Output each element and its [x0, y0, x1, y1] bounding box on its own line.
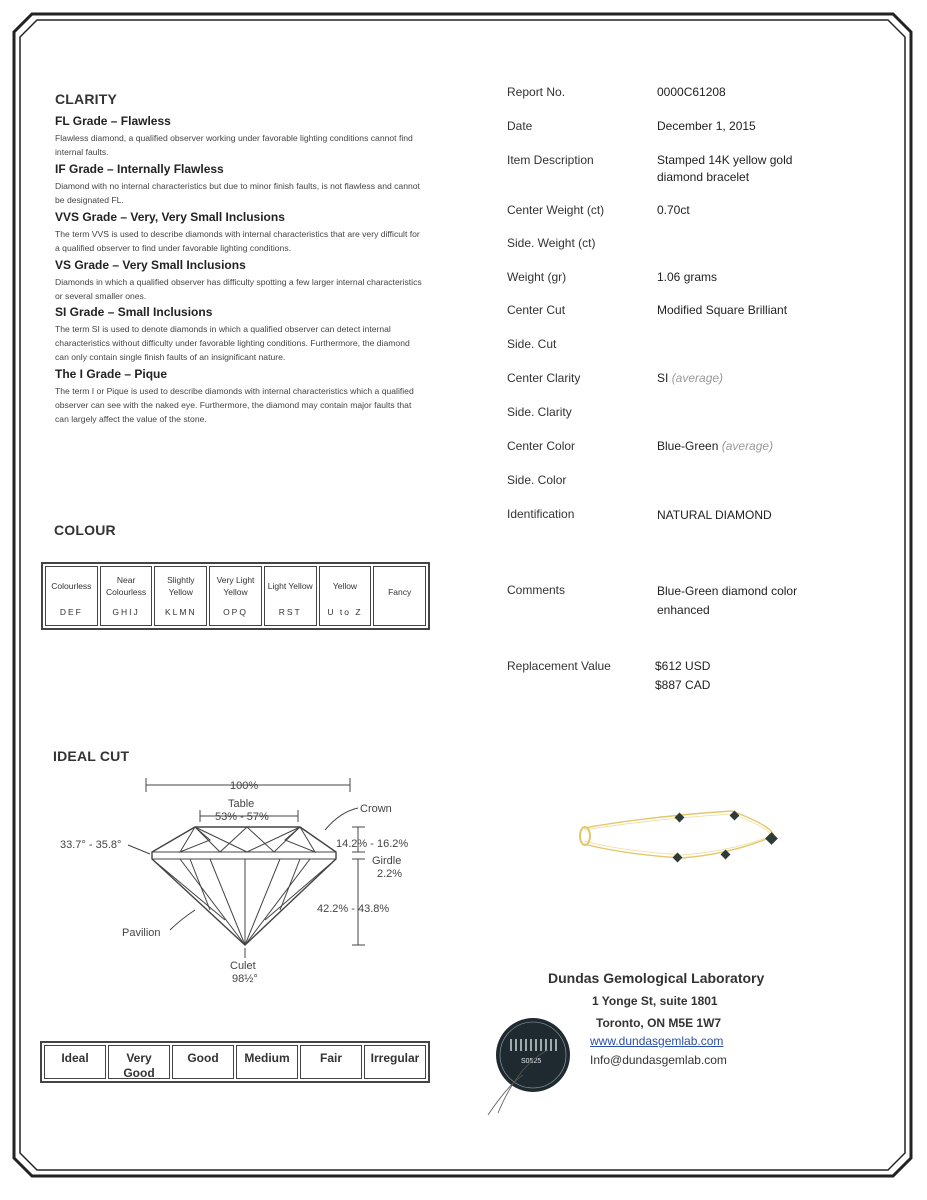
colour-cell	[45, 566, 98, 626]
width-label: 100%	[230, 780, 259, 792]
center-cut-value: Modified Square Brilliant	[657, 303, 788, 317]
colour-label: Yellow	[332, 581, 358, 591]
colour-label: Near Colourless	[106, 575, 147, 597]
table-label: Table	[228, 798, 255, 810]
colour-cell	[100, 566, 153, 626]
grade-description: The term SI is used to denote diamonds in which a qualified observer can detect internal characteristics without difficulty under favorable lighting conditions. Furthermore, the diamond can only contain single finish faults of an insignificant nature.	[55, 324, 410, 362]
colour-cell	[319, 566, 372, 626]
identification-value: NATURAL DIAMOND	[657, 508, 772, 522]
lab-email[interactable]: Info@dundasgemlab.com	[590, 1053, 727, 1067]
diamond-proportions-diagram	[40, 770, 440, 990]
center-color-label: Center Color	[507, 439, 576, 453]
grade-heading: The I Grade – Pique	[55, 367, 168, 381]
center-clarity-value	[657, 370, 857, 387]
grade-heading: SI Grade – Small Inclusions	[55, 305, 213, 319]
colour-codes: RST	[278, 607, 302, 617]
girdle-label: Girdle	[372, 855, 402, 867]
cut-grade-cell: Good	[172, 1045, 234, 1079]
grade-description: Diamonds in which a qualified observer has difficulty spotting a few larger internal characteristics or several smaller ones.	[55, 277, 422, 301]
culet-label: Culet	[230, 960, 256, 972]
side-cut-label: Side. Cut	[507, 337, 557, 351]
colour-label: Slightly Yellow	[167, 575, 195, 597]
clarity-title: CLARITY	[55, 91, 118, 107]
seal-number: S0525	[521, 1058, 542, 1065]
pavilion-depth-label: 42.2% - 43.8%	[317, 903, 390, 915]
report-no-label: Report No.	[507, 85, 566, 99]
date-label: Date	[507, 119, 533, 133]
colour-codes: DEF	[59, 607, 83, 617]
cut-grade-cell: Medium	[236, 1045, 298, 1079]
center-color-note: (average)	[721, 439, 774, 453]
crown-angle-label: 33.7° - 35.8°	[60, 839, 122, 851]
item-description-value: Stamped 14K yellow gold diamond bracelet	[657, 153, 793, 184]
pavilion-label: Pavilion	[122, 927, 161, 939]
cut-grade-cell: Very Good	[108, 1045, 170, 1079]
grade-heading: FL Grade – Flawless	[55, 114, 171, 128]
center-weight-label: Center Weight (ct)	[507, 203, 605, 217]
colour-label: Very Light Yellow	[216, 575, 255, 597]
bracelet-photo	[572, 806, 787, 866]
lab-seal	[478, 1005, 588, 1115]
cut-grade-table	[40, 1041, 430, 1083]
grade-heading: IF Grade – Internally Flawless	[55, 162, 224, 176]
side-color-label: Side. Color	[507, 473, 567, 487]
replacement-cad: $887 CAD	[655, 678, 711, 692]
colour-scale-table	[41, 562, 430, 630]
colour-cell	[264, 566, 317, 626]
center-weight-value: 0.70ct	[657, 203, 690, 217]
weight-label: Weight (gr)	[507, 270, 567, 284]
center-clarity-grade: SI	[657, 371, 669, 385]
grade-description: The term I or Pique is used to describe diamonds with internal characteristics which a qualified observer can see with the naked eye. Furthermore, the diamond may contain major faults that can largely affect the value of the stone.	[55, 386, 414, 424]
grade-heading: VVS Grade – Very, Very Small Inclusions	[55, 210, 285, 224]
comments-label: Comments	[507, 583, 566, 597]
lab-address-line2: Toronto, ON M5E 1W7	[596, 1016, 722, 1030]
colour-codes: OPQ	[223, 607, 248, 617]
cut-grade-cell: Ideal	[44, 1045, 106, 1079]
lab-name: Dundas Gemological Laboratory	[548, 970, 765, 986]
replacement-usd: $612 USD	[655, 659, 711, 673]
girdle-value-label: 2.2%	[377, 868, 403, 880]
crown-height-label: 14.2% - 16.2%	[336, 838, 409, 850]
comments-value: Blue-Green diamond color enhanced	[657, 584, 798, 617]
colour-label: Colourless	[51, 581, 92, 591]
identification-label: Identification	[507, 507, 575, 521]
colour-cell	[154, 566, 207, 626]
cut-grade-cell: Irregular	[364, 1045, 426, 1079]
ideal-cut-title: IDEAL CUT	[53, 748, 130, 764]
colour-label: Fancy	[388, 587, 412, 597]
colour-title: COLOUR	[54, 522, 116, 538]
table-range-label: 53% - 57%	[215, 811, 269, 823]
center-color-value	[657, 438, 857, 455]
grade-description: The term VVS is used to describe diamonds with internal characteristics that are very difficult for a qualified observer to find under favorable lighting conditions.	[55, 229, 420, 253]
colour-codes: U to Z	[327, 607, 363, 617]
center-cut-label: Center Cut	[507, 303, 566, 317]
colour-label: Light Yellow	[267, 581, 313, 591]
report-no-value: 0000C61208	[657, 85, 726, 99]
grade-heading: VS Grade – Very Small Inclusions	[55, 258, 246, 272]
date-value: December 1, 2015	[657, 119, 756, 133]
cut-grade-cell: Fair	[300, 1045, 362, 1079]
lab-website-link[interactable]: www.dundasgemlab.com	[590, 1034, 724, 1048]
culet-value-label: 98½°	[232, 973, 258, 985]
grade-description: Flawless diamond, a qualified observer working under favorable lighting conditions cannot find internal faults.	[55, 133, 413, 157]
side-clarity-label: Side. Clarity	[507, 405, 572, 419]
colour-codes: GHIJ	[112, 607, 140, 617]
colour-cell	[373, 566, 426, 626]
item-description-label: Item Description	[507, 153, 594, 167]
center-clarity-note: (average)	[671, 371, 724, 385]
weight-value: 1.06 grams	[657, 270, 718, 284]
grade-description: Diamond with no internal characteristics but due to minor finish faults, is not flawless and cannot be designated FL.	[55, 181, 420, 205]
colour-cell	[209, 566, 262, 626]
lab-address-line1: 1 Yonge St, suite 1801	[592, 994, 718, 1008]
colour-codes: KLMN	[164, 607, 197, 617]
side-weight-label: Side. Weight (ct)	[507, 236, 596, 250]
crown-label: Crown	[360, 803, 392, 815]
center-clarity-label: Center Clarity	[507, 371, 581, 385]
replacement-value-label: Replacement Value	[507, 659, 611, 673]
center-color-grade: Blue-Green	[657, 439, 719, 453]
